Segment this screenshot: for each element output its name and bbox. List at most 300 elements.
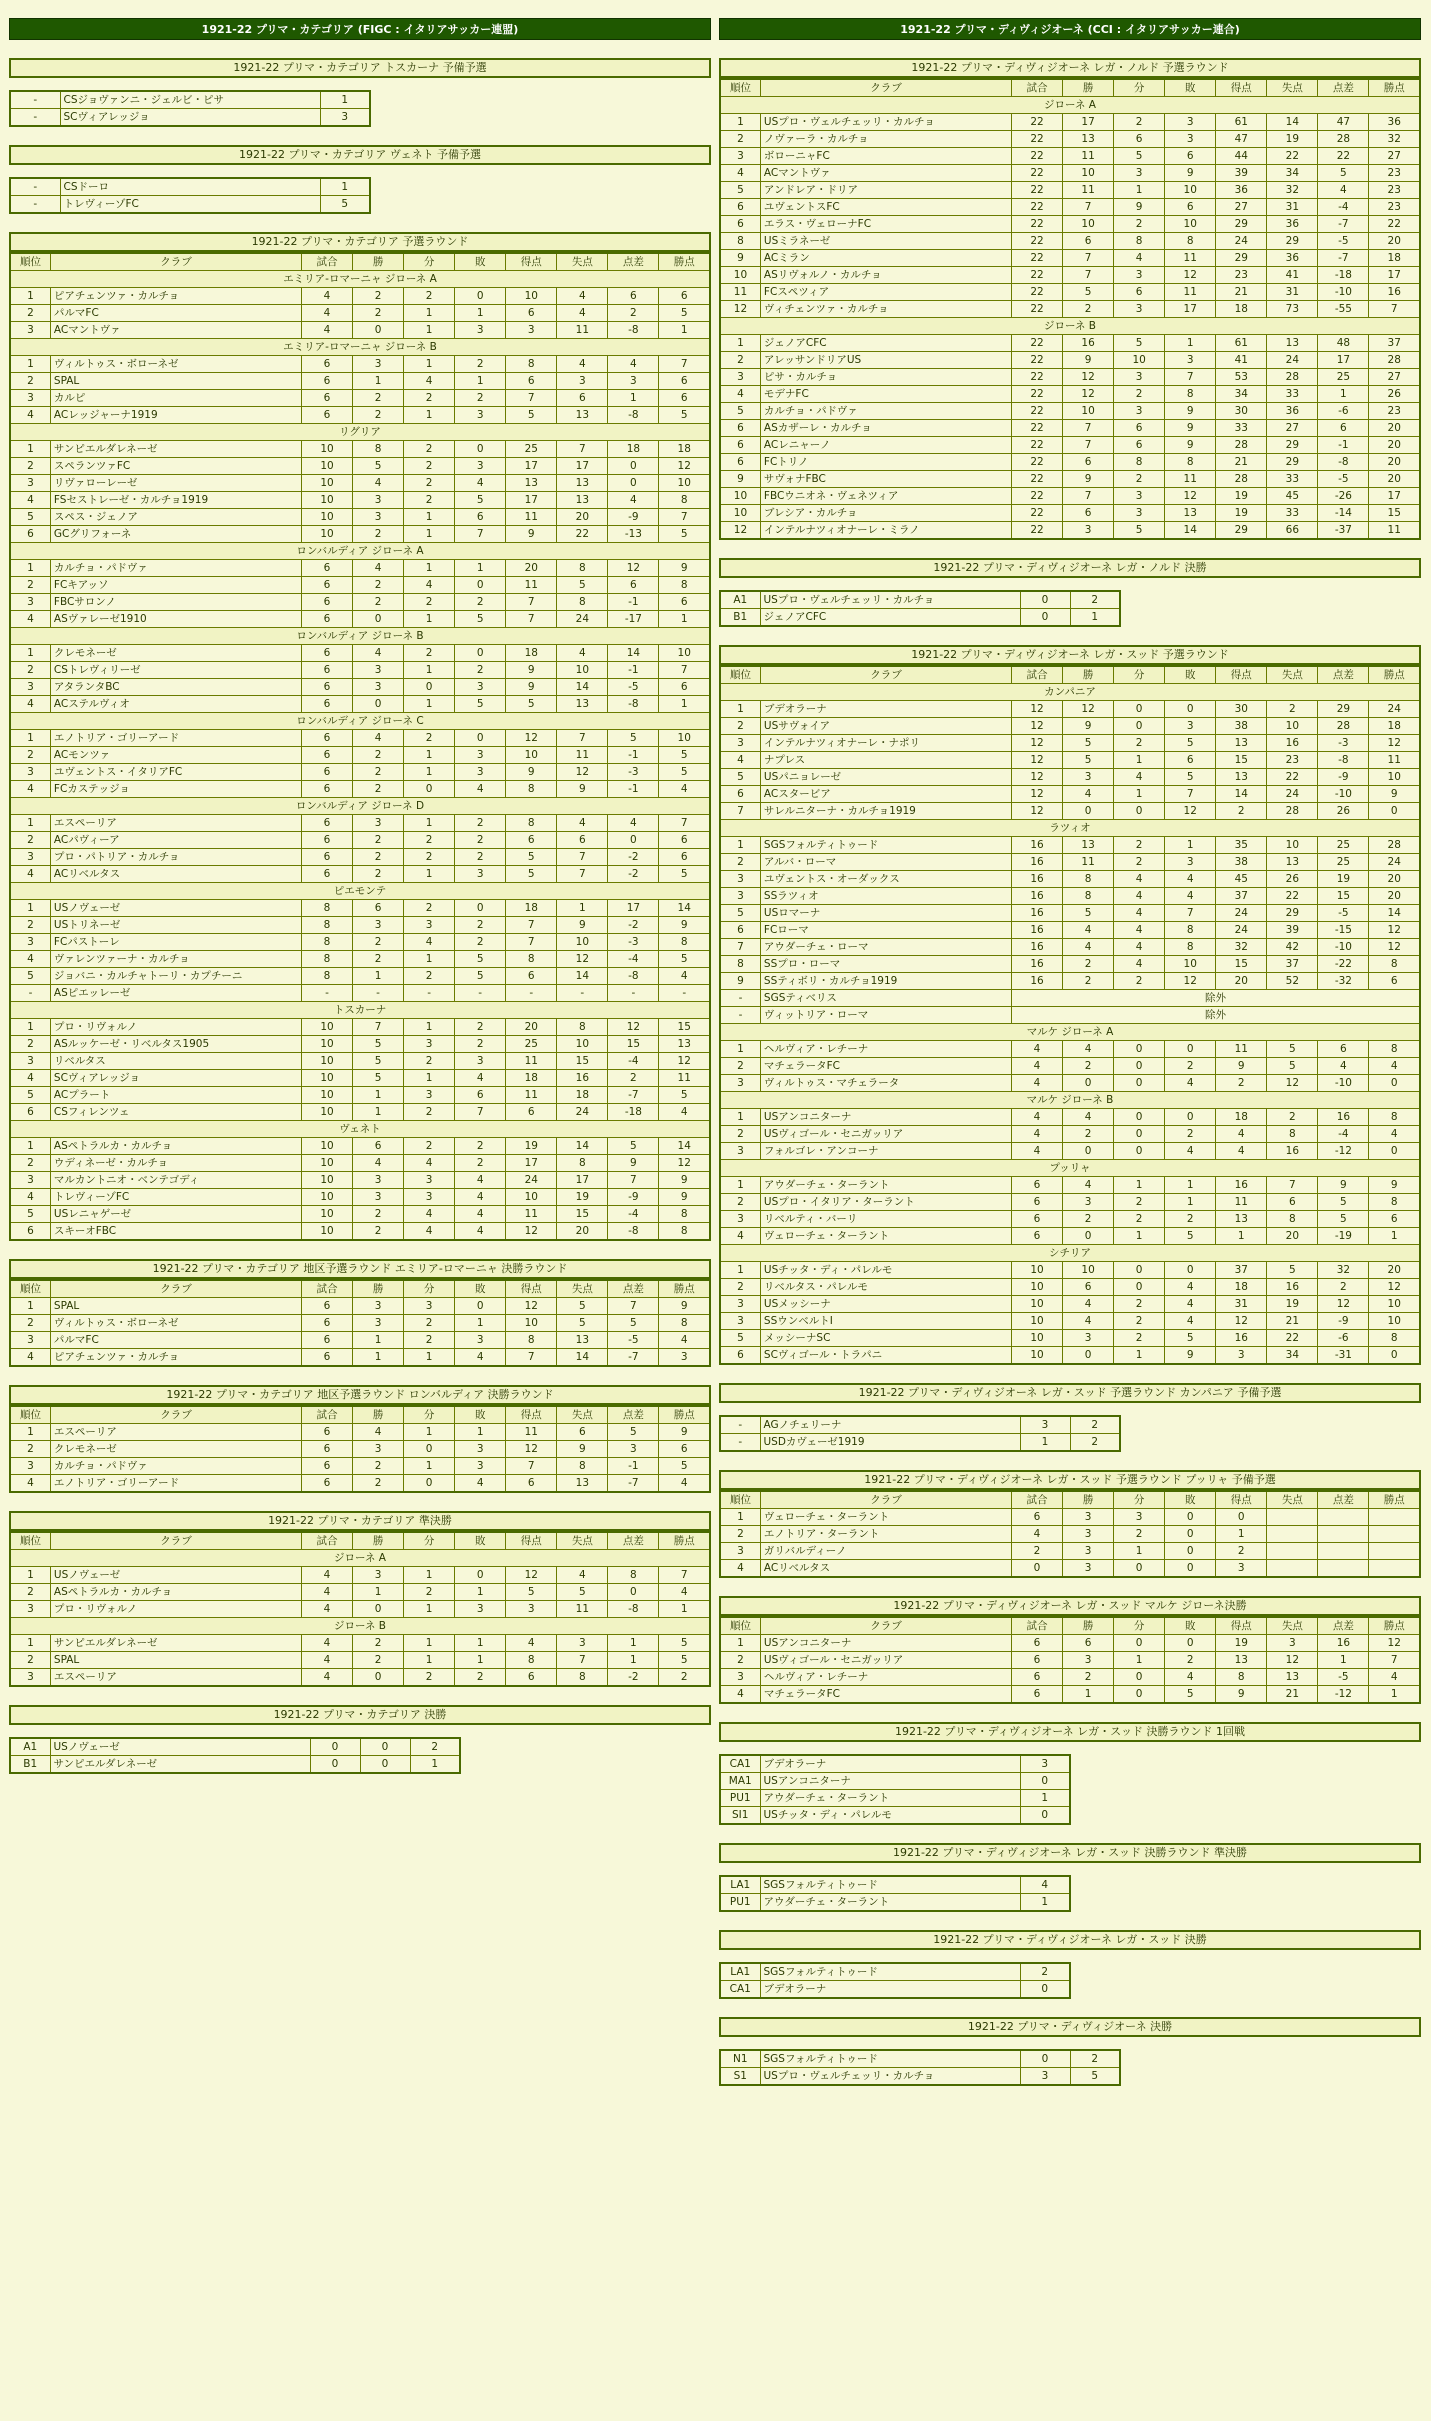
- stat-cell: 44: [1216, 148, 1267, 165]
- stat-cell: 5: [353, 1053, 404, 1070]
- stat-cell: 6: [301, 577, 352, 594]
- results-table: [719, 1962, 1071, 1999]
- stat-cell: 32: [1216, 939, 1267, 956]
- club-name: ヴィルトゥス・ボローネゼ: [50, 356, 301, 373]
- stat-cell: [1369, 1543, 1420, 1560]
- stat-cell: 3: [10, 1053, 50, 1070]
- stat-cell: 12: [506, 1567, 557, 1584]
- stat-cell: 3: [10, 849, 50, 866]
- stat-cell: 8: [659, 1206, 710, 1223]
- stat-cell: 36: [1267, 216, 1318, 233]
- stat-cell: -5: [1318, 905, 1369, 922]
- stat-cell: 10: [301, 475, 352, 492]
- stat-cell: 0: [1114, 701, 1165, 718]
- stat-cell: 4: [1216, 1143, 1267, 1160]
- stat-cell: 0: [1114, 1058, 1165, 1075]
- stat-cell: 22: [1011, 454, 1062, 471]
- stat-cell: 8: [659, 934, 710, 951]
- stat-cell: 2: [1114, 216, 1165, 233]
- table-row: [10, 288, 710, 305]
- stat-cell: 3: [404, 1036, 455, 1053]
- standings-table: [719, 1616, 1421, 1704]
- club-name: ACモンツァ: [50, 747, 301, 764]
- stat-cell: -7: [1318, 216, 1369, 233]
- stat-cell: 4: [1063, 1296, 1114, 1313]
- stat-cell: -5: [1318, 1669, 1369, 1686]
- club-name: SPAL: [50, 373, 301, 390]
- table-row: [720, 1669, 1420, 1686]
- stat-cell: 8: [506, 356, 557, 373]
- stat-cell: 1: [404, 356, 455, 373]
- stat-cell: 8: [1369, 956, 1420, 973]
- stat-cell: -: [404, 985, 455, 1002]
- stat-cell: 1: [455, 373, 506, 390]
- stat-cell: 9: [1165, 1347, 1216, 1365]
- club-name: ACレッジャーナ1919: [50, 407, 301, 424]
- stat-cell: -26: [1318, 488, 1369, 505]
- stat-cell: 3: [557, 1635, 608, 1652]
- stat-cell: 11: [506, 577, 557, 594]
- stat-cell: 6: [506, 1669, 557, 1687]
- stat-cell: 4: [608, 815, 659, 832]
- stat-cell: 4: [10, 492, 50, 509]
- stat-cell: 8: [1165, 922, 1216, 939]
- stat-cell: 4: [353, 1424, 404, 1441]
- stat-cell: 2: [1070, 591, 1120, 609]
- stat-cell: 9: [659, 1424, 710, 1441]
- stat-cell: 2: [404, 475, 455, 492]
- stat-cell: 12: [659, 1053, 710, 1070]
- stat-cell: 1: [404, 407, 455, 424]
- stat-cell: 27: [1216, 199, 1267, 216]
- stat-cell: 6: [1267, 1194, 1318, 1211]
- stat-cell: 10: [301, 1155, 352, 1172]
- stat-cell: 3: [404, 1189, 455, 1206]
- stat-cell: 1: [404, 1601, 455, 1618]
- stat-cell: 1: [720, 114, 760, 131]
- stat-cell: -22: [1318, 956, 1369, 973]
- stat-cell: 9: [1318, 1177, 1369, 1194]
- club-name: プロ・パトリア・カルチョ: [50, 849, 301, 866]
- stat-cell: 3: [455, 322, 506, 339]
- stat-cell: 1: [410, 1756, 460, 1774]
- stat-cell: 7: [557, 866, 608, 883]
- stat-cell: 9: [720, 250, 760, 267]
- stat-cell: 2: [1063, 973, 1114, 990]
- stat-cell: 18: [1216, 1109, 1267, 1126]
- stat-cell: 3: [1165, 854, 1216, 871]
- stat-cell: 4: [557, 288, 608, 305]
- table-row: [720, 216, 1420, 233]
- stat-cell: 4: [455, 1349, 506, 1367]
- stat-cell: 4: [1011, 1109, 1062, 1126]
- stat-cell: 7: [506, 1458, 557, 1475]
- group-row: [720, 1160, 1420, 1177]
- stat-cell: 9: [506, 662, 557, 679]
- stat-cell: 2: [1070, 1416, 1120, 1434]
- header-cell: 敗: [1165, 1617, 1216, 1635]
- header-cell: 分: [1114, 666, 1165, 684]
- stat-cell: 20: [1369, 1262, 1420, 1279]
- stat-cell: 12: [506, 1298, 557, 1315]
- stat-cell: [1318, 1543, 1369, 1560]
- stat-cell: 19: [557, 1189, 608, 1206]
- header-cell: 敗: [455, 1280, 506, 1298]
- stat-cell: 16: [1267, 735, 1318, 752]
- header-cell: 順位: [10, 1532, 50, 1550]
- club-name: USノヴェーゼ: [50, 1567, 301, 1584]
- stat-cell: 3: [10, 1669, 50, 1687]
- stat-cell: 1: [455, 305, 506, 322]
- stat-cell: 2: [1165, 1652, 1216, 1669]
- stat-cell: 4: [455, 1223, 506, 1241]
- stat-cell: 5: [1165, 1228, 1216, 1245]
- stat-cell: 22: [1011, 267, 1062, 284]
- stat-cell: 20: [1369, 871, 1420, 888]
- club-name: USノヴェーゼ: [50, 900, 301, 917]
- stat-cell: 7: [1063, 250, 1114, 267]
- stat-cell: 4: [720, 1686, 760, 1704]
- table-header-row: [720, 79, 1420, 97]
- stat-cell: 4: [659, 968, 710, 985]
- stat-cell: 21: [1267, 1686, 1318, 1704]
- stat-cell: 0: [1020, 2050, 1070, 2068]
- stat-cell: 7: [1063, 199, 1114, 216]
- stat-cell: 1: [10, 1635, 50, 1652]
- table-row: [720, 718, 1420, 735]
- stat-cell: -55: [1318, 301, 1369, 318]
- stat-cell: 0: [1063, 803, 1114, 820]
- stat-cell: 9: [1063, 718, 1114, 735]
- stat-cell: 4: [720, 1228, 760, 1245]
- stat-cell: 11: [557, 322, 608, 339]
- stat-cell: 34: [1216, 386, 1267, 403]
- stat-cell: 48: [1318, 335, 1369, 352]
- stat-cell: 24: [506, 1172, 557, 1189]
- stat-cell: 28: [1216, 437, 1267, 454]
- stat-cell: 20: [1369, 454, 1420, 471]
- header-cell: 分: [404, 253, 455, 271]
- stat-cell: 3: [1020, 1416, 1070, 1434]
- club-name: FBCウニオネ・ヴェネツィア: [760, 488, 1011, 505]
- stat-cell: 22: [1011, 199, 1062, 216]
- standings-table: [9, 252, 711, 1241]
- stat-cell: [1267, 1560, 1318, 1578]
- stat-cell: 7: [720, 803, 760, 820]
- stat-cell: 36: [1267, 250, 1318, 267]
- stat-cell: 5: [506, 407, 557, 424]
- stat-cell: 2: [720, 718, 760, 735]
- stat-cell: 7: [1267, 1177, 1318, 1194]
- stat-cell: 73: [1267, 301, 1318, 318]
- stat-cell: 20: [506, 1019, 557, 1036]
- table-header-row: [720, 1617, 1420, 1635]
- table-row: [720, 1773, 1070, 1790]
- stat-cell: 2: [455, 815, 506, 832]
- stat-cell: 4: [455, 1189, 506, 1206]
- stat-cell: 9: [557, 1441, 608, 1458]
- stat-cell: 0: [1020, 1807, 1070, 1825]
- stat-cell: 10: [1063, 1262, 1114, 1279]
- table-row: [720, 1876, 1070, 1894]
- stat-cell: 7: [1369, 1652, 1420, 1669]
- stat-cell: 13: [557, 492, 608, 509]
- stat-cell: 17: [506, 458, 557, 475]
- stat-cell: 6: [720, 1347, 760, 1365]
- stat-cell: 9: [1114, 199, 1165, 216]
- stat-cell: 1: [404, 662, 455, 679]
- stat-cell: 3: [720, 888, 760, 905]
- stat-cell: 6: [720, 922, 760, 939]
- table-row: [10, 764, 710, 781]
- stat-cell: 20: [1267, 1228, 1318, 1245]
- stat-cell: 8: [1114, 233, 1165, 250]
- table-row: [720, 403, 1420, 420]
- stat-cell: 1: [1318, 1652, 1369, 1669]
- group-name: シチリア: [720, 1245, 1420, 1262]
- stat-cell: 2: [1114, 854, 1165, 871]
- club-name: SGSフォルティトゥード: [760, 837, 1011, 854]
- stat-cell: 12: [659, 1155, 710, 1172]
- stat-cell: 1: [1114, 1228, 1165, 1245]
- table-row: [10, 985, 710, 1002]
- stat-cell: 7: [1369, 301, 1420, 318]
- stat-cell: 6: [301, 696, 352, 713]
- stat-cell: 2: [1165, 1058, 1216, 1075]
- stat-cell: 11: [506, 1206, 557, 1223]
- stat-cell: -7: [1318, 250, 1369, 267]
- stat-cell: 3: [506, 322, 557, 339]
- club-name: マチェラータFC: [760, 1058, 1011, 1075]
- stat-cell: -31: [1318, 1347, 1369, 1365]
- table-row: [720, 922, 1420, 939]
- table-row: [720, 939, 1420, 956]
- stat-cell: 3: [455, 747, 506, 764]
- section-body: [9, 1279, 711, 1367]
- stat-cell: -8: [608, 1601, 659, 1618]
- stat-cell: -5: [608, 679, 659, 696]
- table-row: [10, 356, 710, 373]
- header-cell: 試合: [301, 253, 352, 271]
- stat-cell: [1267, 1526, 1318, 1543]
- club-name: アウダーチェ・ターラント: [760, 1894, 1020, 1912]
- stat-cell: -2: [608, 866, 659, 883]
- stat-cell: 5: [659, 305, 710, 322]
- stat-cell: 10: [301, 1053, 352, 1070]
- group-name: ジローネ A: [720, 97, 1420, 114]
- stat-cell: 3: [1114, 369, 1165, 386]
- stat-cell: 6: [720, 216, 760, 233]
- stat-cell: 7: [557, 1652, 608, 1669]
- stat-cell: 1: [404, 951, 455, 968]
- header-cell: 勝: [353, 1280, 404, 1298]
- stat-cell: 2: [404, 492, 455, 509]
- stat-cell: 2: [455, 662, 506, 679]
- stat-cell: 3: [720, 1313, 760, 1330]
- group-name: プッリャ: [720, 1160, 1420, 1177]
- stat-cell: 6: [659, 390, 710, 407]
- section-body: [719, 665, 1421, 1365]
- table-row: [10, 1298, 710, 1315]
- stat-cell: 1: [659, 611, 710, 628]
- table-row: [10, 934, 710, 951]
- table-row: [720, 2068, 1120, 2086]
- stat-cell: 2: [353, 577, 404, 594]
- stat-cell: 6: [301, 1349, 352, 1367]
- club-name: USアンコニターナ: [760, 1109, 1011, 1126]
- stat-cell: 7: [1063, 488, 1114, 505]
- stat-cell: 10: [301, 1070, 352, 1087]
- right-column: [719, 18, 1421, 2086]
- stat-cell: 9: [506, 526, 557, 543]
- stat-cell: 1: [455, 1584, 506, 1601]
- stat-cell: 3: [455, 764, 506, 781]
- stat-cell: 0: [1114, 1109, 1165, 1126]
- stat-cell: 6: [557, 390, 608, 407]
- stat-cell: 7: [506, 934, 557, 951]
- stat-cell: 5: [1063, 752, 1114, 769]
- stat-cell: 5: [608, 1424, 659, 1441]
- stat-cell: 11: [1063, 854, 1114, 871]
- table-row: [10, 1567, 710, 1584]
- stat-cell: 1: [608, 1635, 659, 1652]
- stat-cell: 1: [1020, 1434, 1070, 1452]
- club-name: ACレニャーノ: [760, 437, 1011, 454]
- stat-cell: 25: [506, 441, 557, 458]
- table-row: [720, 1755, 1070, 1773]
- club-name: ASカザーレ・カルチョ: [760, 420, 1011, 437]
- stat-cell: -9: [1318, 769, 1369, 786]
- stat-cell: 2: [1114, 735, 1165, 752]
- stat-cell: 1: [353, 1104, 404, 1121]
- stat-cell: 61: [1216, 114, 1267, 131]
- stat-cell: 8: [506, 1332, 557, 1349]
- stat-cell: 12: [1165, 267, 1216, 284]
- stat-cell: 0: [608, 458, 659, 475]
- stat-cell: 6: [301, 560, 352, 577]
- stat-cell: 12: [1011, 735, 1062, 752]
- stat-cell: 22: [1267, 769, 1318, 786]
- table-row: [10, 305, 710, 322]
- header-cell: 試合: [301, 1406, 352, 1424]
- stat-cell: 24: [1369, 701, 1420, 718]
- stat-cell: 9: [720, 471, 760, 488]
- stat-cell: 4: [557, 1567, 608, 1584]
- stat-cell: 2: [455, 917, 506, 934]
- group-name: リグリア: [10, 424, 710, 441]
- stat-cell: 3: [1063, 1330, 1114, 1347]
- stat-cell: 12: [1011, 718, 1062, 735]
- stat-cell: 5: [1165, 1686, 1216, 1704]
- stat-cell: N1: [720, 2050, 760, 2068]
- stat-cell: 23: [1369, 403, 1420, 420]
- stat-cell: 12: [608, 1019, 659, 1036]
- stat-cell: 9: [659, 1172, 710, 1189]
- stat-cell: 20: [1369, 471, 1420, 488]
- stat-cell: 3: [10, 390, 50, 407]
- stat-cell: 0: [1165, 701, 1216, 718]
- stat-cell: 12: [1369, 735, 1420, 752]
- stat-cell: 1: [353, 968, 404, 985]
- stat-cell: 1: [404, 764, 455, 781]
- stat-cell: 11: [1063, 148, 1114, 165]
- stat-cell: 2: [410, 1738, 460, 1756]
- stat-cell: 2: [1063, 1126, 1114, 1143]
- stat-cell: 2: [404, 288, 455, 305]
- stat-cell: 3: [720, 735, 760, 752]
- stat-cell: 14: [1267, 114, 1318, 131]
- club-name: ACリベルタス: [50, 866, 301, 883]
- stat-cell: 9: [659, 560, 710, 577]
- club-name: トレヴィーゾFC: [50, 1189, 301, 1206]
- stat-cell: 1: [1165, 1177, 1216, 1194]
- stat-cell: 2: [353, 1458, 404, 1475]
- stat-cell: 12: [659, 458, 710, 475]
- stat-cell: 18: [1369, 718, 1420, 735]
- stat-cell: 1: [404, 611, 455, 628]
- stat-cell: 18: [506, 900, 557, 917]
- stat-cell: 10: [659, 645, 710, 662]
- stat-cell: 5: [1318, 1194, 1369, 1211]
- stat-cell: 6: [301, 849, 352, 866]
- stat-cell: 29: [1267, 905, 1318, 922]
- stat-cell: 2: [1070, 2050, 1120, 2068]
- club-name: ブレシア・カルチョ: [760, 505, 1011, 522]
- stat-cell: 3: [10, 679, 50, 696]
- stat-cell: 0: [360, 1756, 410, 1774]
- stat-cell: -3: [608, 934, 659, 951]
- stat-cell: -: [720, 1007, 760, 1024]
- stat-cell: 4: [1165, 1669, 1216, 1686]
- stat-cell: 22: [1011, 420, 1062, 437]
- stat-cell: 2: [608, 305, 659, 322]
- stat-cell: 24: [557, 1104, 608, 1121]
- stat-cell: 9: [1216, 1686, 1267, 1704]
- stat-cell: 23: [1369, 165, 1420, 182]
- stat-cell: -3: [608, 764, 659, 781]
- group-row: [720, 97, 1420, 114]
- table-row: [720, 1177, 1420, 1194]
- table-row: [10, 645, 710, 662]
- stat-cell: 0: [1114, 1560, 1165, 1578]
- stat-cell: 4: [1165, 1143, 1216, 1160]
- table-row: [10, 407, 710, 424]
- stat-cell: 1: [1165, 837, 1216, 854]
- stat-cell: 23: [1216, 267, 1267, 284]
- stat-cell: 3: [1114, 505, 1165, 522]
- header-cell: 順位: [10, 253, 50, 271]
- stat-cell: 6: [1011, 1194, 1062, 1211]
- stat-cell: 0: [455, 577, 506, 594]
- table-row: [720, 1543, 1420, 1560]
- stat-cell: 0: [1114, 1075, 1165, 1092]
- club-name: CSドーロ: [60, 178, 320, 196]
- stat-cell: 13: [557, 475, 608, 492]
- stat-cell: 0: [455, 288, 506, 305]
- club-name: プロ・リヴォルノ: [50, 1019, 301, 1036]
- stat-cell: 1: [1369, 1228, 1420, 1245]
- stat-cell: 10: [1011, 1330, 1062, 1347]
- stat-cell: 16: [1369, 284, 1420, 301]
- stat-cell: 28: [1369, 352, 1420, 369]
- club-name: USプロ・ヴェルチェッリ・カルチョ: [760, 114, 1011, 131]
- stat-cell: 10: [659, 730, 710, 747]
- stat-cell: 4: [608, 492, 659, 509]
- stat-cell: 12: [506, 1441, 557, 1458]
- stat-cell: 5: [720, 769, 760, 786]
- stat-cell: 30: [1216, 701, 1267, 718]
- stat-cell: 22: [1011, 114, 1062, 131]
